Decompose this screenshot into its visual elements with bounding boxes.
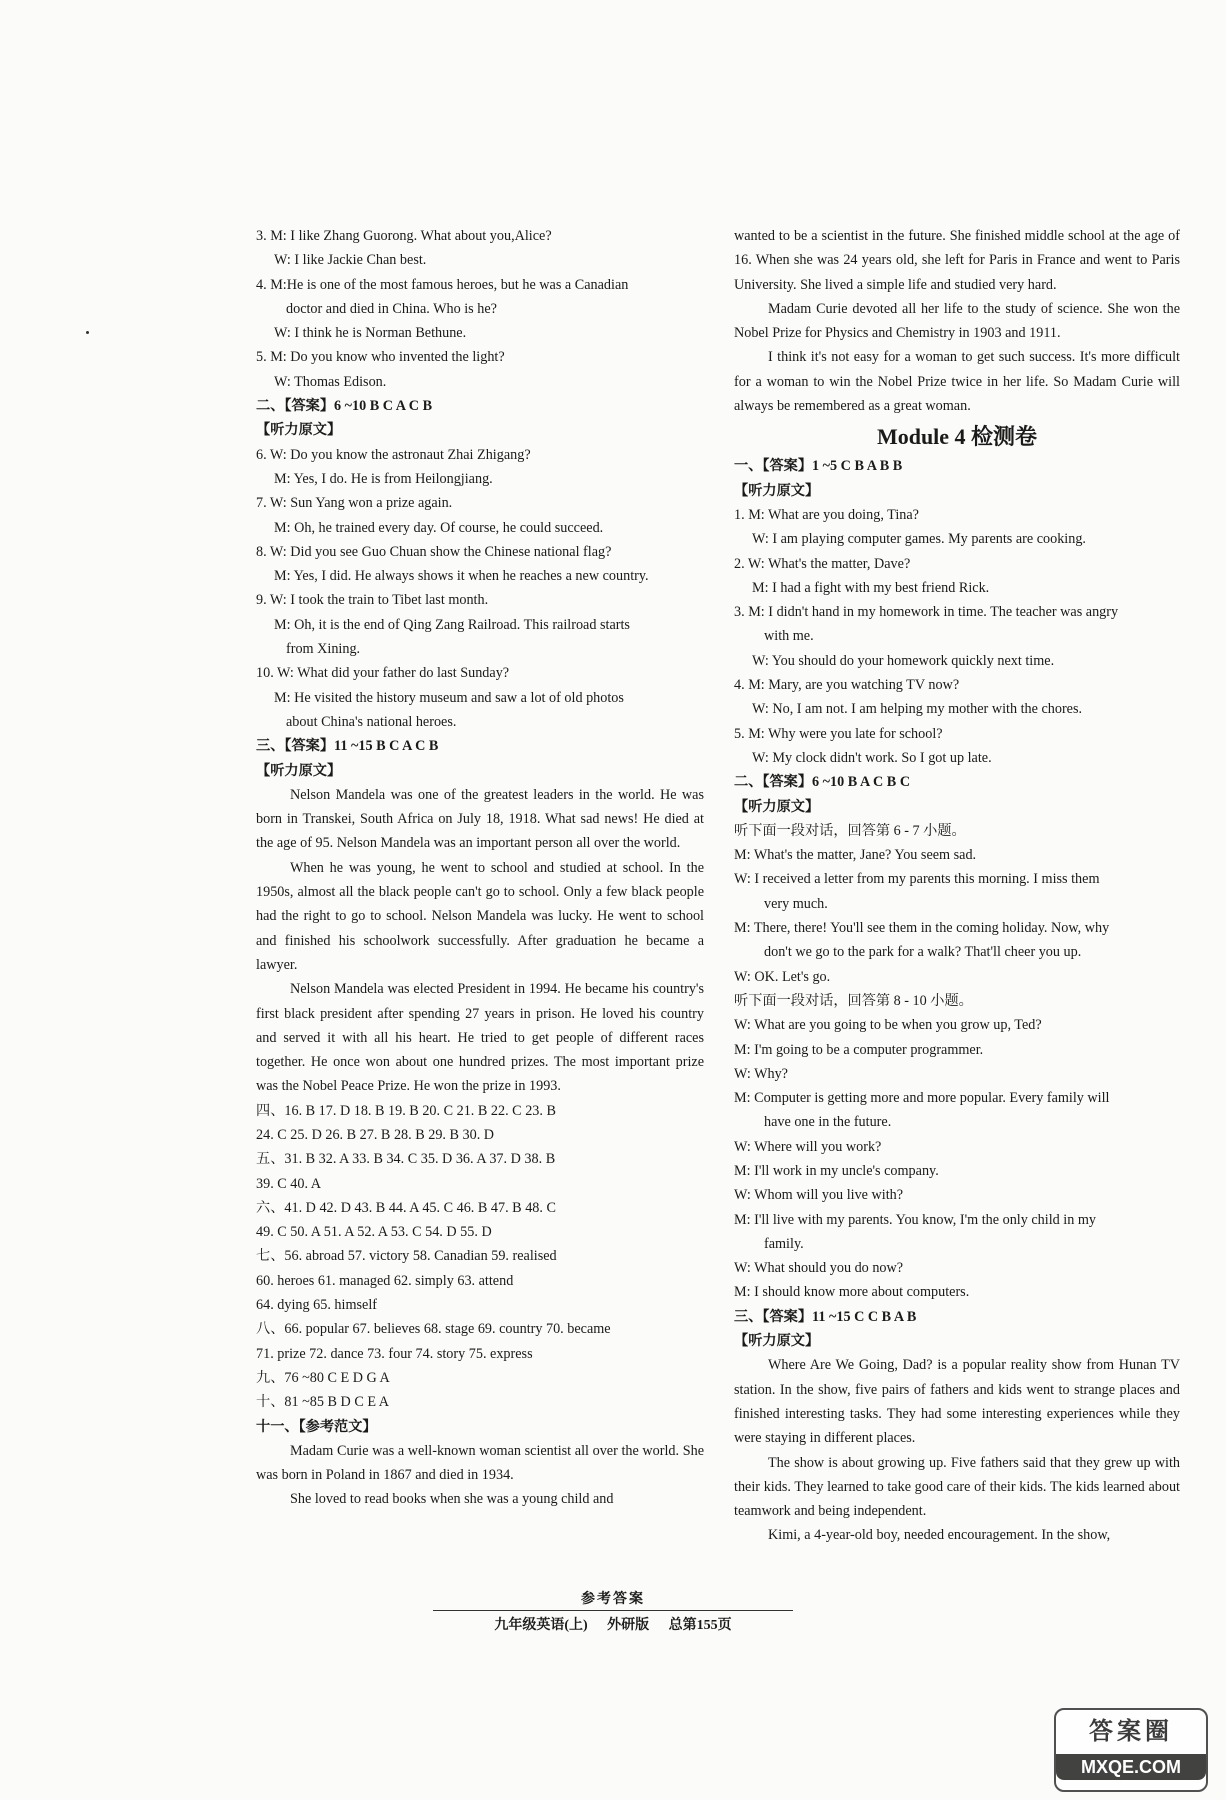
text-line: W: What should you do now? [734,1260,904,1277]
text-line: 【听力原文】 [256,422,342,439]
paragraph: Madam Curie devoted all her life to the study of science. She won the Nobel Prize for Physics and Chemistry in 1903 and 1911. [734,300,1180,342]
text-line: very much. [764,895,828,912]
footer-heading: 参考答案 [581,1592,645,1607]
text-line: 2. W: What's the matter, Dave? [734,555,911,572]
paragraph: Madam Curie was a well-known woman scientist all over the world. She was born in Poland in 1867 and died in 1934. [256,1442,704,1484]
paragraph: When he was young, he went to school and studied at school. In the 1950s, almost all the black people can't go to school. Only a few black people had the right to go to school. Nelson Mandela was lucky. He went to school and finished his schoolwork successfully. After graduation he became a lawyer. [256,859,704,973]
page-footer [0,1588,1226,1634]
text-line: 64. dying 65. himself [256,1297,377,1314]
text-line: 24. C 25. D 26. B 27. B 28. B 29. B 30. D [256,1126,495,1143]
text-line: 九、76 ~80 C E D G A [256,1369,390,1386]
text-line: 五、31. B 32. A 33. B 34. C 35. D 36. A 37. D 38. B [256,1151,556,1168]
paragraph: Kimi, a 4-year-old boy, needed encouragement. In the show, [768,1527,1111,1544]
text-line: W: You should do your homework quickly next time. [752,652,1055,669]
text-line: 9. W: I took the train to Tibet last month. [256,592,489,609]
text-line: M: I had a fight with my best friend Rick. [752,579,990,596]
text-line: 三、【答案】11 ~15 C C B A B [734,1308,917,1325]
text-line: 1. M: What are you doing, Tina? [734,506,919,523]
paragraph: The show is about growing up. Five fathers said that they grew up with their kids. They learned to take good care of their kids. The kids learned about teamwork and being independent. [734,1454,1180,1520]
text-line: 【听力原文】 [734,1333,820,1350]
text-line: 十、81 ~85 B D C E A [256,1394,390,1411]
paragraph: Where Are We Going, Dad? is a popular reality show from Hunan TV station. In the show, five pairs of fathers and kids went to strange places and finished interesting tasks. They had some interesting experiences while they were staying in different places. [734,1357,1180,1447]
text-line: W: I think he is Norman Bethune. [274,325,467,342]
text-line: 8. W: Did you see Guo Chuan show the Chinese national flag? [256,543,612,560]
paragraph: She loved to read books when she was a young child and [290,1491,614,1508]
text-line: about China's national heroes. [286,713,457,730]
paragraph: Nelson Mandela was elected President in 1994. He became his country's first black president after spending 27 years in prison. He loved his country and served it with all his heart. He tried to get people of different races together. He once won about one hundred prizes. The most important prize was the Nobel Peace Prize. He won the prize in 1993. [256,981,704,1095]
paragraph: wanted to be a scientist in the future. She finished middle school at the age of 16. When she was 24 years old, she left for Paris in France and went to Paris University. She lived a simple life and studied very hard. [734,228,1180,293]
text-line: M: I'll work in my uncle's company. [734,1162,939,1179]
text-line: from Xining. [286,641,361,658]
text-line: M: Computer is getting more and more popular. Every family will [734,1090,1110,1107]
text-line: 一、【答案】1 ~5 C B A B B [734,458,903,475]
watermark-title: 答案圈 [1089,1718,1173,1745]
footer-divider [433,1610,793,1611]
text-line: 六、41. D 42. D 43. B 44. A 45. C 46. B 47. B 48. C [256,1199,556,1216]
text-line: family. [764,1235,804,1252]
text-line: 3. M: I didn't hand in my homework in time. The teacher was angry [734,604,1119,621]
text-line: 49. C 50. A 51. A 52. A 53. C 54. D 55. D [256,1224,492,1241]
text-line: with me. [764,628,814,645]
right-column-top [734,224,1180,418]
text-line: W: Thomas Edison. [274,373,387,390]
text-line: 3. M: I like Zhang Guorong. What about you,Alice? [256,228,552,244]
text-line: W: My clock didn't work. So I got up late. [752,749,992,766]
text-line: 4. M:He is one of the most famous heroes, but he was a Canadian [256,276,629,293]
text-line: 71. prize 72. dance 73. four 74. story 75. express [256,1345,533,1362]
footer-page-number: 总第155页 [668,1618,732,1633]
text-line: M: Yes, I did. He always shows it when he reaches a new country. [274,568,649,585]
watermark-logo [1054,1708,1208,1792]
text-line: 二、【答案】6 ~10 B A C B C [734,774,911,791]
text-line: M: I should know more about computers. [734,1284,970,1301]
left-column [256,224,704,1512]
text-line: W: Whom will you live with? [734,1187,904,1204]
text-line: 八、66. popular 67. believes 68. stage 69. country 70. became [256,1321,611,1338]
footer-edition: 外研版 [607,1618,650,1633]
text-line: W: OK. Let's go. [734,968,831,985]
text-line: 10. W: What did your father do last Sunday? [256,665,510,682]
stray-dot [86,331,89,334]
text-line: 6. W: Do you know the astronaut Zhai Zhigang? [256,446,531,463]
right-column-bottom [734,454,1180,1547]
text-line: W: I received a letter from my parents this morning. I miss them [734,871,1100,888]
text-line: 【听力原文】 [734,482,820,499]
text-line: W: I am playing computer games. My parents are cooking. [752,531,1086,548]
text-line: M: I'm going to be a computer programmer. [734,1041,984,1058]
right-column [734,224,1180,1548]
text-line: 5. M: Do you know who invented the light? [256,349,505,366]
text-line: M: Oh, he trained every day. Of course, he could succeed. [274,519,604,536]
text-line: 听下面一段对话，回答第 6 - 7 小题。 [734,822,966,839]
text-line: 60. heroes 61. managed 62. simply 63. attend [256,1272,514,1289]
text-line: W: What are you going to be when you grow up, Ted? [734,1017,1042,1034]
text-line: 5. M: Why were you late for school? [734,725,943,742]
text-line: W: Where will you work? [734,1138,882,1155]
text-line: M: I'll live with my parents. You know, I'm the only child in my [734,1211,1097,1228]
text-line: have one in the future. [764,1114,892,1131]
text-line: 39. C 40. A [256,1175,322,1192]
text-line: 【听力原文】 [734,798,820,815]
footer-grade: 九年级英语(上) [494,1618,588,1633]
text-line: M: He visited the history museum and saw a lot of old photos [274,689,624,706]
text-line: 十一、【参考范文】 [256,1418,377,1435]
text-line: 七、56. abroad 57. victory 58. Canadian 59. realised [256,1248,557,1265]
text-line: M: There, there! You'll see them in the coming holiday. Now, why [734,920,1110,937]
text-line: 7. W: Sun Yang won a prize again. [256,495,453,512]
text-line: don't we go to the park for a walk? That'll cheer you up. [764,944,1082,961]
paragraph: I think it's not easy for a woman to get such success. It's more difficult for a woman to win the Nobel Prize twice in her life. So Madam Curie will always be remembered as a great woman. [734,349,1180,415]
text-line: M: Yes, I do. He is from Heilongjiang. [274,470,493,487]
paragraph: Nelson Mandela was one of the greatest leaders in the world. He was born in Transkei, South Africa on July 18, 1918. What sad news! He died at the age of 95. Nelson Mandela was an important person all over the world. [256,786,704,852]
text-line: M: What's the matter, Jane? You seem sad. [734,847,977,864]
text-line: 四、16. B 17. D 18. B 19. B 20. C 21. B 22. C 23. B [256,1102,556,1119]
text-line: W: Why? [734,1065,788,1082]
text-line: 三、【答案】11 ~15 B C A C B [256,738,439,755]
text-line: 4. M: Mary, are you watching TV now? [734,677,960,694]
watermark-url: MXQE.COM [1056,1754,1206,1780]
text-line: W: I like Jackie Chan best. [274,252,427,269]
text-line: doctor and died in China. Who is he? [286,300,497,317]
module-title: Module 4 检测卷 [876,424,1038,450]
text-line: M: Oh, it is the end of Qing Zang Railroad. This railroad starts [274,616,630,633]
text-line: 【听力原文】 [256,762,342,779]
footer-info [0,1614,1226,1634]
text-line: 听下面一段对话，回答第 8 - 10 小题。 [734,992,973,1009]
text-line: W: No, I am not. I am helping my mother with the chores. [752,701,1083,718]
text-line: 二、【答案】6 ~10 B C A C B [256,398,433,415]
